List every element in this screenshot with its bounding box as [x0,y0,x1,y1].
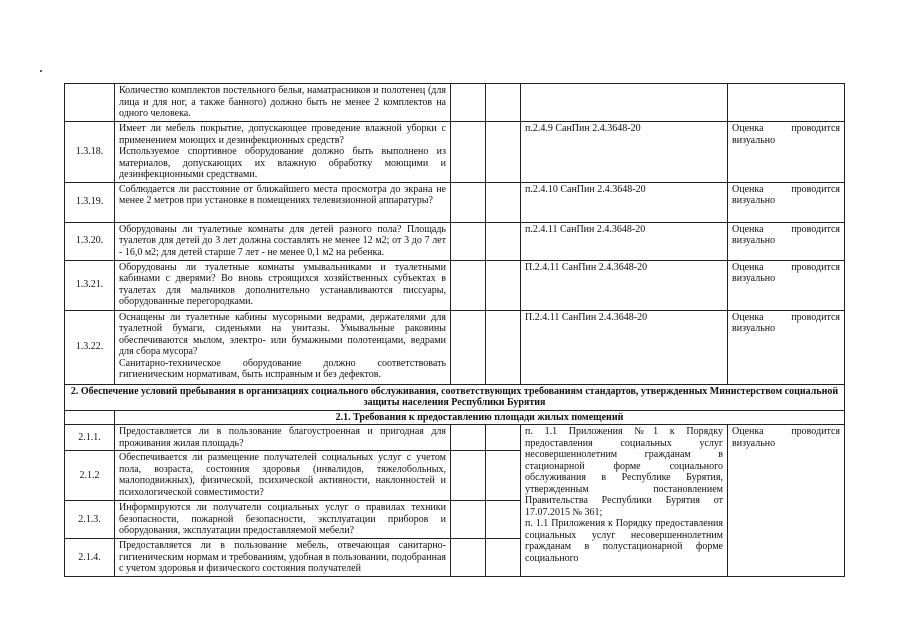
item-number: 1.3.19. [65,182,115,222]
section-heading: 2. Обеспечение условий пребывания в организациях социального обслуживания, соответствующих требованиям стандартов, утвержденных Министерством социальной защиты населения Республики Бурятия [65,384,845,410]
item-number: 1.3.22. [65,310,115,384]
answer-yes-cell [451,222,486,260]
table-row [65,222,845,260]
item-reference [521,84,728,122]
item-number: 1.3.21. [65,260,115,310]
answer-no-cell [486,84,521,122]
item-comment: Оценка проводится визуально [728,310,845,384]
checklist-table [64,83,845,577]
answer-no-cell [486,451,521,501]
item-question: Соблюдается ли расстояние от ближайшего места просмотра до экрана не менее 2 метров при установке в помещениях телевизионной аппаратуры? [115,182,451,222]
answer-yes-cell [451,260,486,310]
item-question: Обеспечивается ли размещение получателей социальных услуг с учетом пола, возраста, состояния здоровья (инвалидов, тяжелобольных, малоподвижных), физической, психической активности, наклонностей и психологической совместимости? [115,451,451,501]
table-row [65,122,845,183]
item-question: Количество комплектов постельного белья, наматрасников и полотенец (для лица и для ног, а также банного) должно быть не менее 2 комплектов на одного человека. [115,84,451,122]
item-number: 1.3.20. [65,222,115,260]
answer-yes-cell [451,539,486,577]
answer-yes-cell [451,310,486,384]
item-comment [728,84,845,122]
scan-speck [40,70,42,72]
table-row [65,310,845,384]
answer-no-cell [486,122,521,183]
answer-no-cell [486,222,521,260]
item-question: Оснащены ли туалетные кабины мусорными ведрами, держателями для туалетной бумаги, сиденьями на унитазы. Умывальные раковины обеспечиваются мылом, электро- или бумажными полотенцами, ведрами для сбора мусора? Санитарно-техническое оборудование должно соответствовать гигиеническим нормативам, быть исправным и без дефектов. [115,310,451,384]
answer-yes-cell [451,182,486,222]
answer-no-cell [486,260,521,310]
item-comment: Оценка проводится визуально [728,260,845,310]
item-comment: Оценка проводится визуально [728,425,845,577]
item-question: Оборудованы ли туалетные комнаты умывальниками и туалетными кабинами с дверями? Во вновь строящихся хозяйственных субъектах в туалетах для мальчиков дополнительно устанавливаются писсуары, оборудованные перегородками. [115,260,451,310]
item-number: 2.1.1. [65,425,115,451]
answer-no-cell [486,539,521,577]
table-row [65,84,845,122]
subsection-heading-row [65,410,845,425]
item-reference: п. 1.1 Приложения №1 к Порядку предоставления социальных услуг несовершеннолетним гражданам в стационарной форме социального обслуживания в Республике Бурятия, утвержденным постановлением Правительства Республики Бурятия от 17.07.2015 № 361; п. 1.1 Приложения к Порядку предоставления социальных услуг несовершеннолетним гражданам в полустационарной форме социального [521,425,728,577]
item-question: Предоставляется ли в пользование мебель, отвечающая санитарно-гигиеническим нормам и требованиям, удобная в пользовании, подобранная с учетом здоровья и физического состояния получателей [115,539,451,577]
item-comment: Оценка проводится визуально [728,122,845,183]
item-number: 2.1.3. [65,501,115,539]
answer-no-cell [486,310,521,384]
item-number: 2.1.2 [65,451,115,501]
subsection-empty-cell [65,410,115,425]
answer-no-cell [486,501,521,539]
table-row [65,182,845,222]
answer-yes-cell [451,501,486,539]
answer-no-cell [486,182,521,222]
item-question: Предоставляется ли в пользование благоустроенная и пригодная для проживания жилая площадь? [115,425,451,451]
item-reference: П.2.4.11 СанПин 2.4.3648-20 [521,260,728,310]
item-reference: п.2.4.10 СанПин 2.4.3648-20 [521,182,728,222]
answer-no-cell [486,425,521,451]
item-reference: п.2.4.9 СанПин 2.4.3648-20 [521,122,728,183]
item-comment: Оценка проводится визуально [728,182,845,222]
item-reference: п.2.4.11 СанПин 2.4.3648-20 [521,222,728,260]
item-question: Имеет ли мебель покрытие, допускающее проведение влажной уборки с применением моющих и дезинфекционных средств? Используемое спортивное оборудование должно быть выполнено из материалов, допускающих их влажную обработку моющими и дезинфекционными средствами. [115,122,451,183]
section-heading-row [65,384,845,410]
item-question: Информируются ли получатели социальных услуг о правилах техники безопасности, пожарной безопасности, эксплуатации приборов и оборудования, эксплуатации предоставляемой мебели? [115,501,451,539]
answer-yes-cell [451,84,486,122]
table-row [65,425,845,451]
item-number: 2.1.4. [65,539,115,577]
subsection-heading: 2.1. Требования к предоставлению площади жилых помещений [115,410,845,425]
answer-yes-cell [451,451,486,501]
item-number [65,84,115,122]
item-number: 1.3.18. [65,122,115,183]
table-row [65,260,845,310]
item-comment: Оценка проводится визуально [728,222,845,260]
answer-yes-cell [451,122,486,183]
item-question: Оборудованы ли туалетные комнаты для детей разного пола? Площадь туалетов для детей до 3 лет должна составлять не менее 12 м2; от 3 до 7 лет - 16,0 м2; для детей старше 7 лет - не менее 0,1 м2 на ребенка. [115,222,451,260]
answer-yes-cell [451,425,486,451]
item-reference: П.2.4.11 СанПин 2.4.3648-20 [521,310,728,384]
